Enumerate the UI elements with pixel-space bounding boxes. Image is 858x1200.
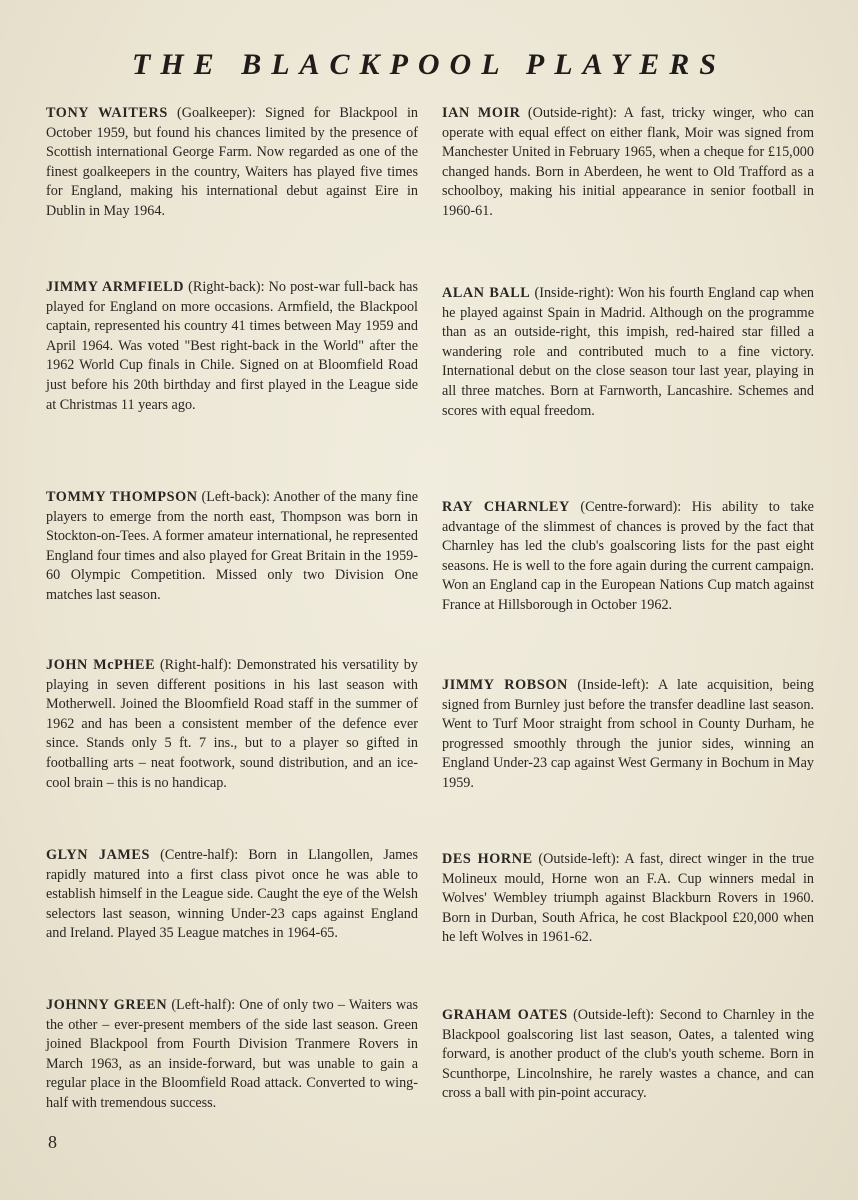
page-number: 8 bbox=[48, 1132, 57, 1152]
player-bio: Won his fourth England cap when he played against Spain in Madrid. Although on the programme than as an outside-right, this impish, red-haired star filled a wandering role and contributed much to a fine victory. International debut on the close season tour last year, playing in all three matches. Born at Farnworth, Lancashire. Schemes and scores with equal freedom. bbox=[442, 285, 814, 419]
player-bio: Second to Charnley in the Blackpool goalscoring list last season, Oates, a talented wing forward, is another product of the club's youth scheme. Born in Scunthorpe, Lincolnshire, he rarely wastes a chance, and can cross a ball with pin-point accuracy. bbox=[442, 1007, 814, 1102]
player-bio: A late acquisition, being signed from Burnley just before the transfer deadline last season. Went to Turf Moor straight from school in County Durham, he progressed smoothly through the junior sides, winning an England Under-23 cap against West Germany in Bochum in May 1959. bbox=[442, 677, 814, 791]
player-bio: Born in Llangollen, James rapidly matured into a first class pivot once he was able to establish himself in the League side. Caught the eye of the Welsh selectors last season, winning Under-23 caps against England and Ireland. Played 35 League matches in 1964-65. bbox=[46, 847, 418, 942]
player-name: DES HORNE bbox=[442, 851, 533, 867]
player-position: (Inside-left): bbox=[567, 677, 658, 693]
player-position: (Inside-right): bbox=[530, 285, 618, 301]
player-name: JOHN McPHEE bbox=[46, 657, 156, 673]
player-entry-armfield bbox=[46, 278, 418, 415]
player-position: (Left-back): bbox=[197, 489, 274, 505]
player-position: (Outside-left): bbox=[567, 1007, 660, 1023]
player-name: GLYN JAMES bbox=[46, 847, 150, 863]
player-entry-ball bbox=[442, 284, 814, 421]
player-name: JIMMY ROBSON bbox=[442, 677, 568, 693]
player-entry-horne bbox=[442, 850, 814, 948]
player-name: RAY CHARNLEY bbox=[442, 499, 570, 515]
player-bio: A fast, direct winger in the true Molineux mould, Horne won an F.A. Cup winners medal in Wolves' Wembley triumph against Blackburn Rovers in 1960. Born in Durban, South Africa, he cost Blackpool £20,000 when he left Wolves in 1961-62. bbox=[442, 851, 814, 946]
player-entry-moir bbox=[442, 104, 814, 222]
player-position: (Centre-half): bbox=[149, 847, 249, 863]
player-bio: Demonstrated his versatility by playing in seven different positions in his last season with Motherwell. Joined the Bloomfield Road staff in the summer of 1962 and has been a consistent member of the defence ever since. Stands only 5 ft. 7 ins., but to a player so gifted in footballing arts – neat footwork, sound distribution, and an ice-cool brain – this is no handicap. bbox=[46, 657, 418, 791]
player-bio: His ability to take advantage of the slimmest of chances is proved by the fact that Charnley has led the club's goalscoring lists for the past eight seasons. He is well to the fore again during the current campaign. Won an England cap in the European Nations Cup match against France at Hillsborough in October 1962. bbox=[442, 499, 814, 613]
player-name: IAN MOIR bbox=[442, 105, 521, 121]
player-entry-james bbox=[46, 846, 418, 944]
player-name: JOHNNY GREEN bbox=[46, 997, 168, 1013]
player-bio: One of only two – Waiters was the other – ever-present members of the side last season. Green joined Blackpool from Fourth Division Tranmere Rovers in March 1963, as an inside-forward, but was unable to gain a regular place in the Bloomfield Road attack. Converted to wing-half with tremendous success. bbox=[46, 997, 419, 1111]
player-bio: Signed for Blackpool in October 1959, but found his chances limited by the presence of Scottish international George Farm. Now regarded as one of the finest goalkeepers in the country, Waiters has played five times for England, making his international debut against Eire in Dublin in May 1964. bbox=[46, 105, 418, 219]
player-entry-charnley bbox=[442, 498, 814, 616]
player-position: (Centre-forward): bbox=[569, 499, 692, 515]
player-position: (Goalkeeper): bbox=[167, 105, 266, 121]
player-bio: Another of the many fine players to emerge from the north east, Thompson was born in Stockton-on-Tees. A former amateur international, he represented England four times and also played for Great Britain in the 1959-60 Olympic Competition. Missed only two Division One matches last season. bbox=[46, 489, 419, 603]
page-title: THE BLACKPOOL PLAYERS bbox=[132, 48, 726, 81]
player-position: (Outside-left): bbox=[532, 851, 625, 867]
player-entry-green bbox=[46, 996, 418, 1114]
player-name: GRAHAM OATES bbox=[442, 1007, 568, 1023]
player-entry-thompson bbox=[46, 488, 418, 606]
player-entry-waiters bbox=[46, 104, 418, 222]
player-entry-robson bbox=[442, 676, 814, 794]
player-bio: No post-war full-back has played for England on more occasions. Armfield, the Blackpool captain, represented his country 41 times between May 1959 and April 1964. Was voted "Best right-back in the World" after the 1962 World Cup finals in Chile. Signed on at Bloomfield Road just before his 20th birthday and first played in the League side at Christmas 11 years ago. bbox=[46, 279, 418, 413]
player-name: TOMMY THOMPSON bbox=[46, 489, 198, 505]
player-name: TONY WAITERS bbox=[46, 105, 168, 121]
player-position: (Outside-right): bbox=[520, 105, 624, 121]
player-name: JIMMY ARMFIELD bbox=[46, 279, 185, 295]
player-entry-mcphee bbox=[46, 656, 418, 793]
player-position: (Left-half): bbox=[167, 997, 240, 1013]
player-bio: A fast, tricky winger, who can operate with equal effect on either flank, Moir was signed from Manchester United in February 1965, when a cheque for £15,000 changed hands. Born in Aberdeen, he went to Old Trafford as a schoolboy, making his initial appearance in senior football in 1960-61. bbox=[442, 105, 814, 219]
player-name: ALAN BALL bbox=[442, 285, 531, 301]
player-entry-oates bbox=[442, 1006, 814, 1104]
player-position: (Right-back): bbox=[184, 279, 269, 295]
player-position: (Right-half): bbox=[155, 657, 237, 673]
